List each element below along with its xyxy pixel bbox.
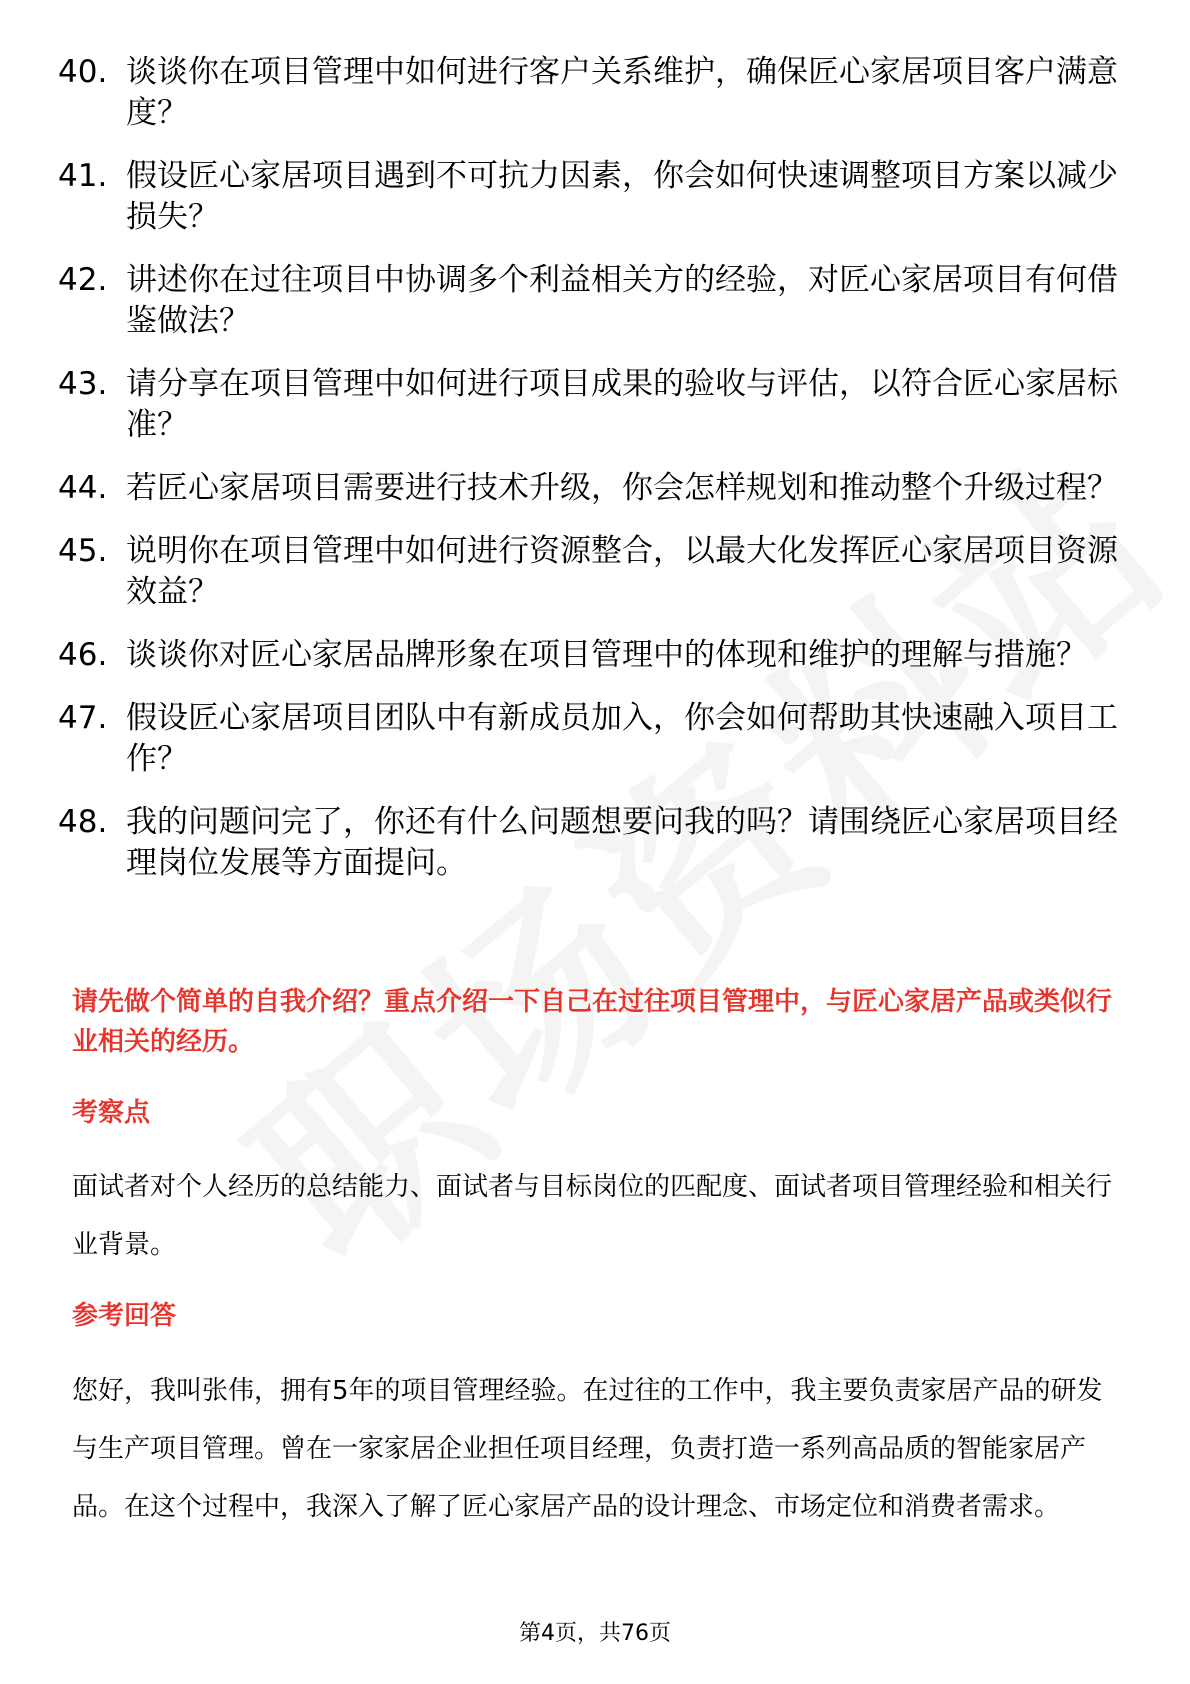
question-text: 谈谈你对匠心家居品牌形象在项目管理中的体现和维护的理解与措施？ [126,637,1087,673]
question-number: 48. [58,804,108,840]
question-text: 谈谈你在项目管理中如何进行客户关系维护，确保匠心家居项目客户满意度？ [126,54,1118,131]
question-text: 假设匠心家居项目团队中有新成员加入，你会如何帮助其快速融入项目工作？ [126,700,1118,777]
answer-paragraph: 您好，我叫张伟，拥有5年的项目管理经验。在过往的工作中，我主要负责家居产品的研发与生产项目管理。曾在一家家居企业担任项目经理，负责打造一系列高品质的智能家居产品。在这个过程中，我深入了解了匠心家居产品的设计理念、市场定位和消费者需求。 [72,1376,1103,1522]
question-text: 若匠心家居项目需要进行技术升级，你会怎样规划和推动整个升级过程？ [126,470,1118,506]
question-number: 40. [58,54,108,90]
question-number: 44. [58,470,108,506]
list-item [58,364,1118,446]
question-number: 41. [58,158,108,194]
question-number: 45. [58,533,108,569]
page-number: 第4页，共76页 [519,1621,671,1646]
list-item [58,802,1118,884]
featured-question: 请先做个简单的自我介绍？重点介绍一下自己在过往项目管理中，与匠心家居产品或类似行业相关的经历。 [72,987,1113,1057]
list-item [58,52,1118,134]
question-text: 请分享在项目管理中如何进行项目成果的验收与评估，以符合匠心家居标准？ [126,366,1118,443]
list-item [58,635,1118,676]
question-text: 说明你在项目管理中如何进行资源整合，以最大化发挥匠心家居项目资源效益？ [126,533,1118,610]
points-heading: 考察点 [72,1098,151,1128]
question-text: 假设匠心家居项目遇到不可抗力因素，你会如何快速调整项目方案以减少损失？ [126,158,1118,235]
list-item [58,698,1118,780]
question-text: 我的问题问完了，你还有什么问题想要问我的吗？请围绕匠心家居项目经理岗位发展等方面提问。 [126,804,1118,881]
answer-heading: 参考回答 [72,1301,177,1331]
question-number: 46. [58,637,108,673]
question-number: 47. [58,700,108,736]
question-number: 43. [58,366,108,402]
list-item [58,156,1118,238]
list-item [58,260,1118,342]
list-item [58,531,1118,613]
list-item [58,468,1118,509]
points-paragraph: 面试者对个人经历的总结能力、面试者与目标岗位的匹配度、面试者项目管理经验和相关行业背景。 [72,1172,1113,1260]
question-list [58,52,1118,906]
question-number: 42. [58,262,108,298]
question-text: 讲述你在过往项目中协调多个利益相关方的经验，对匠心家居项目有何借鉴做法？ [126,262,1118,339]
